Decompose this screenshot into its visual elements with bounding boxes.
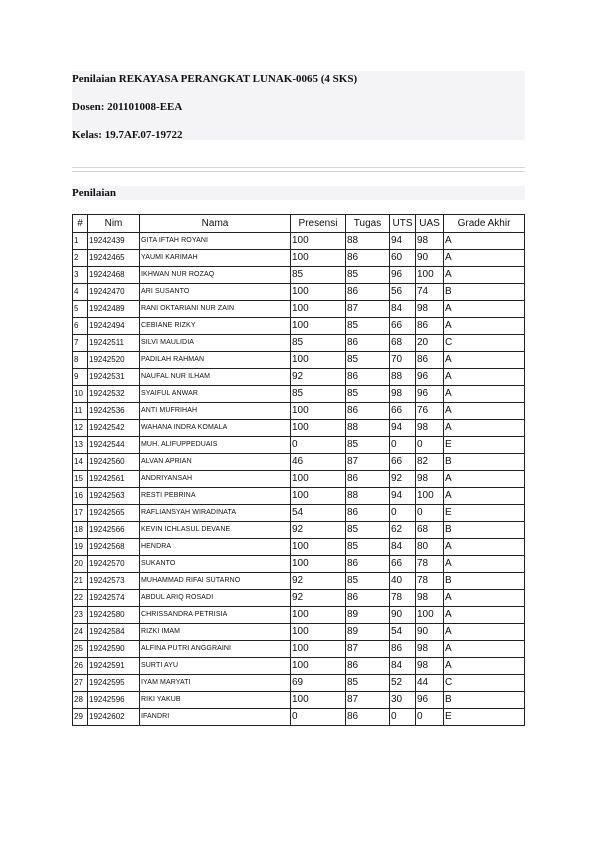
- tugas-cell: 85: [346, 539, 390, 556]
- name-cell: WAHANA INDRA KOMALA: [140, 420, 291, 437]
- uts-cell: 70: [390, 352, 416, 369]
- uts-cell: 94: [390, 488, 416, 505]
- presensi-cell: 100: [291, 488, 346, 505]
- uas-cell: 74: [416, 284, 444, 301]
- divider: [72, 171, 525, 172]
- tugas-cell: 87: [346, 301, 390, 318]
- uas-cell: 76: [416, 403, 444, 420]
- presensi-cell: 100: [291, 284, 346, 301]
- uts-cell: 86: [390, 641, 416, 658]
- uas-cell: 82: [416, 454, 444, 471]
- table-row: [73, 386, 525, 403]
- grade-cell: A: [444, 471, 525, 488]
- nim-cell: 19242544: [88, 437, 140, 454]
- table-row: [73, 403, 525, 420]
- name-cell: GITA IFTAH ROYANI: [140, 233, 291, 250]
- name-cell: ANDRIYANSAH: [140, 471, 291, 488]
- row-index: 11: [73, 403, 88, 420]
- grade-cell: A: [444, 318, 525, 335]
- uts-cell: 66: [390, 556, 416, 573]
- presensi-cell: 85: [291, 267, 346, 284]
- row-index: 13: [73, 437, 88, 454]
- uas-cell: 86: [416, 318, 444, 335]
- name-cell: YAUMI KARIMAH: [140, 250, 291, 267]
- grade-cell: A: [444, 267, 525, 284]
- table-row: [73, 641, 525, 658]
- row-index: 27: [73, 675, 88, 692]
- nim-cell: 19242560: [88, 454, 140, 471]
- uas-cell: 78: [416, 573, 444, 590]
- nim-cell: 19242580: [88, 607, 140, 624]
- section-title: Penilaian: [72, 187, 117, 199]
- name-cell: SURTI AYU: [140, 658, 291, 675]
- row-index: 7: [73, 335, 88, 352]
- grade-cell: E: [444, 437, 525, 454]
- uas-cell: 0: [416, 505, 444, 522]
- presensi-cell: 100: [291, 624, 346, 641]
- nim-cell: 19242468: [88, 267, 140, 284]
- presensi-cell: 85: [291, 386, 346, 403]
- name-cell: RIKI YAKUB: [140, 692, 291, 709]
- uts-cell: 92: [390, 471, 416, 488]
- table-row: [73, 284, 525, 301]
- name-cell: ALFINA PUTRI ANGGRAINI: [140, 641, 291, 658]
- name-cell: HENDRA: [140, 539, 291, 556]
- tugas-cell: 85: [346, 437, 390, 454]
- grade-cell: B: [444, 692, 525, 709]
- nim-cell: 19242590: [88, 641, 140, 658]
- uas-cell: 90: [416, 250, 444, 267]
- nim-cell: 19242531: [88, 369, 140, 386]
- uts-cell: 90: [390, 607, 416, 624]
- name-cell: IYAM MARYATI: [140, 675, 291, 692]
- uts-cell: 84: [390, 658, 416, 675]
- presensi-cell: 100: [291, 301, 346, 318]
- column-header-nama: Nama: [140, 215, 291, 233]
- uas-cell: 96: [416, 386, 444, 403]
- tugas-cell: 85: [346, 318, 390, 335]
- row-index: 20: [73, 556, 88, 573]
- nim-cell: 19242489: [88, 301, 140, 318]
- table-row: [73, 318, 525, 335]
- tugas-cell: 86: [346, 590, 390, 607]
- tugas-cell: 86: [346, 403, 390, 420]
- row-index: 9: [73, 369, 88, 386]
- grade-cell: A: [444, 386, 525, 403]
- tugas-cell: 86: [346, 335, 390, 352]
- name-cell: SYAIFUL ANWAR: [140, 386, 291, 403]
- tugas-cell: 86: [346, 284, 390, 301]
- name-cell: RESTI PEBRINA: [140, 488, 291, 505]
- uas-cell: 98: [416, 301, 444, 318]
- row-index: 10: [73, 386, 88, 403]
- table-row: [73, 658, 525, 675]
- uas-cell: 68: [416, 522, 444, 539]
- nim-cell: 19242584: [88, 624, 140, 641]
- name-cell: IKHWAN NUR ROZAQ: [140, 267, 291, 284]
- uas-cell: 96: [416, 369, 444, 386]
- nim-cell: 19242570: [88, 556, 140, 573]
- presensi-cell: 100: [291, 250, 346, 267]
- grade-cell: A: [444, 488, 525, 505]
- grade-cell: A: [444, 590, 525, 607]
- uts-cell: 98: [390, 386, 416, 403]
- grade-cell: B: [444, 573, 525, 590]
- tugas-cell: 88: [346, 420, 390, 437]
- table-row: [73, 522, 525, 539]
- tugas-cell: 88: [346, 488, 390, 505]
- row-index: 15: [73, 471, 88, 488]
- row-index: 17: [73, 505, 88, 522]
- lecturer-label: Dosen: 201101008-EEA: [72, 101, 183, 113]
- column-header-nim: Nim: [88, 215, 140, 233]
- uas-cell: 20: [416, 335, 444, 352]
- uas-cell: 96: [416, 692, 444, 709]
- tugas-cell: 89: [346, 624, 390, 641]
- uas-cell: 98: [416, 233, 444, 250]
- row-index: 1: [73, 233, 88, 250]
- table-row: [73, 454, 525, 471]
- nim-cell: 19242595: [88, 675, 140, 692]
- uas-cell: 78: [416, 556, 444, 573]
- name-cell: CHRISSANDRA PETRISIA: [140, 607, 291, 624]
- grade-cell: A: [444, 233, 525, 250]
- row-index: 3: [73, 267, 88, 284]
- table-row: [73, 471, 525, 488]
- row-index: 6: [73, 318, 88, 335]
- tugas-cell: 86: [346, 658, 390, 675]
- uts-cell: 40: [390, 573, 416, 590]
- name-cell: KEVIN ICHLASUL DEVANE: [140, 522, 291, 539]
- presensi-cell: 100: [291, 658, 346, 675]
- name-cell: RAFLIANSYAH WIRADINATA: [140, 505, 291, 522]
- nim-cell: 19242465: [88, 250, 140, 267]
- nim-cell: 19242532: [88, 386, 140, 403]
- name-cell: IFANDRI: [140, 709, 291, 726]
- row-index: 8: [73, 352, 88, 369]
- table-row: [73, 250, 525, 267]
- row-index: 14: [73, 454, 88, 471]
- tugas-cell: 89: [346, 607, 390, 624]
- table-row: [73, 692, 525, 709]
- presensi-cell: 100: [291, 641, 346, 658]
- table-row: [73, 420, 525, 437]
- grade-cell: E: [444, 709, 525, 726]
- tugas-cell: 87: [346, 641, 390, 658]
- column-header-uas: UAS: [416, 215, 444, 233]
- nim-cell: 19242563: [88, 488, 140, 505]
- nim-cell: 19242561: [88, 471, 140, 488]
- nim-cell: 19242542: [88, 420, 140, 437]
- uts-cell: 68: [390, 335, 416, 352]
- row-index: 28: [73, 692, 88, 709]
- name-cell: ABDUL ARIQ ROSADI: [140, 590, 291, 607]
- table-header-row: [73, 215, 525, 233]
- uts-cell: 96: [390, 267, 416, 284]
- name-cell: RANI OKTARIANI NUR ZAIN: [140, 301, 291, 318]
- grade-cell: E: [444, 505, 525, 522]
- uas-cell: 80: [416, 539, 444, 556]
- grades-table-body: [73, 233, 525, 726]
- tugas-cell: 85: [346, 267, 390, 284]
- presensi-cell: 100: [291, 318, 346, 335]
- grade-cell: B: [444, 522, 525, 539]
- nim-cell: 19242574: [88, 590, 140, 607]
- uts-cell: 94: [390, 233, 416, 250]
- name-cell: ARI SUSANTO: [140, 284, 291, 301]
- table-row: [73, 437, 525, 454]
- grade-cell: A: [444, 369, 525, 386]
- column-header-uts: UTS: [390, 215, 416, 233]
- row-index: 16: [73, 488, 88, 505]
- nim-cell: 19242591: [88, 658, 140, 675]
- presensi-cell: 46: [291, 454, 346, 471]
- grade-cell: B: [444, 284, 525, 301]
- grade-cell: A: [444, 301, 525, 318]
- presensi-cell: 100: [291, 420, 346, 437]
- presensi-cell: 69: [291, 675, 346, 692]
- nim-cell: 19242470: [88, 284, 140, 301]
- row-index: 19: [73, 539, 88, 556]
- row-index: 18: [73, 522, 88, 539]
- table-row: [73, 590, 525, 607]
- presensi-cell: 85: [291, 335, 346, 352]
- nim-cell: 19242520: [88, 352, 140, 369]
- tugas-cell: 87: [346, 454, 390, 471]
- name-cell: ALVAN APRIAN: [140, 454, 291, 471]
- name-cell: ANTI MUFRIHAH: [140, 403, 291, 420]
- column-header-tugas: Tugas: [346, 215, 390, 233]
- presensi-cell: 100: [291, 352, 346, 369]
- tugas-cell: 88: [346, 233, 390, 250]
- table-row: [73, 369, 525, 386]
- tugas-cell: 86: [346, 250, 390, 267]
- nim-cell: 19242573: [88, 573, 140, 590]
- grade-cell: A: [444, 403, 525, 420]
- section-header-panel: [72, 186, 525, 200]
- row-index: 25: [73, 641, 88, 658]
- presensi-cell: 100: [291, 471, 346, 488]
- presensi-cell: 100: [291, 607, 346, 624]
- table-row: [73, 675, 525, 692]
- nim-cell: 19242596: [88, 692, 140, 709]
- uts-cell: 0: [390, 505, 416, 522]
- presensi-cell: 92: [291, 590, 346, 607]
- uts-cell: 84: [390, 539, 416, 556]
- table-row: [73, 335, 525, 352]
- table-row: [73, 233, 525, 250]
- table-row: [73, 505, 525, 522]
- table-row: [73, 539, 525, 556]
- uts-cell: 62: [390, 522, 416, 539]
- table-row: [73, 556, 525, 573]
- row-index: 2: [73, 250, 88, 267]
- grade-cell: A: [444, 352, 525, 369]
- uts-cell: 66: [390, 454, 416, 471]
- uas-cell: 98: [416, 471, 444, 488]
- grade-cell: A: [444, 250, 525, 267]
- grade-cell: A: [444, 539, 525, 556]
- table-row: [73, 573, 525, 590]
- grades-table: [72, 214, 525, 726]
- grade-cell: B: [444, 454, 525, 471]
- uts-cell: 88: [390, 369, 416, 386]
- tugas-cell: 85: [346, 522, 390, 539]
- row-index: 4: [73, 284, 88, 301]
- row-index: 26: [73, 658, 88, 675]
- row-index: 22: [73, 590, 88, 607]
- presensi-cell: 92: [291, 522, 346, 539]
- column-header-presensi: Presensi: [291, 215, 346, 233]
- nim-cell: 19242602: [88, 709, 140, 726]
- uts-cell: 60: [390, 250, 416, 267]
- presensi-cell: 92: [291, 369, 346, 386]
- uas-cell: 98: [416, 641, 444, 658]
- tugas-cell: 85: [346, 675, 390, 692]
- divider: [72, 167, 525, 168]
- name-cell: CEBIANE RIZKY: [140, 318, 291, 335]
- uas-cell: 98: [416, 420, 444, 437]
- uts-cell: 0: [390, 709, 416, 726]
- row-index: 12: [73, 420, 88, 437]
- table-row: [73, 488, 525, 505]
- row-index: 21: [73, 573, 88, 590]
- tugas-cell: 86: [346, 369, 390, 386]
- presensi-cell: 100: [291, 403, 346, 420]
- table-row: [73, 301, 525, 318]
- tugas-cell: 85: [346, 352, 390, 369]
- name-cell: SILVI MAULIDIA: [140, 335, 291, 352]
- uts-cell: 0: [390, 437, 416, 454]
- nim-cell: 19242494: [88, 318, 140, 335]
- tugas-cell: 87: [346, 692, 390, 709]
- table-row: [73, 709, 525, 726]
- column-header-index: #: [73, 215, 88, 233]
- name-cell: PADILAH RAHMAN: [140, 352, 291, 369]
- presensi-cell: 100: [291, 556, 346, 573]
- presensi-cell: 92: [291, 573, 346, 590]
- table-row: [73, 607, 525, 624]
- uas-cell: 98: [416, 590, 444, 607]
- uts-cell: 78: [390, 590, 416, 607]
- uas-cell: 100: [416, 607, 444, 624]
- tugas-cell: 86: [346, 505, 390, 522]
- presensi-cell: 100: [291, 233, 346, 250]
- tugas-cell: 86: [346, 556, 390, 573]
- uas-cell: 100: [416, 488, 444, 505]
- table-row: [73, 352, 525, 369]
- uas-cell: 0: [416, 437, 444, 454]
- uts-cell: 52: [390, 675, 416, 692]
- name-cell: MUHAMMAD RIFAI SUTARNO: [140, 573, 291, 590]
- nim-cell: 19242568: [88, 539, 140, 556]
- name-cell: NAUFAL NUR ILHAM: [140, 369, 291, 386]
- row-index: 24: [73, 624, 88, 641]
- grade-cell: C: [444, 335, 525, 352]
- grade-cell: A: [444, 658, 525, 675]
- grade-cell: A: [444, 607, 525, 624]
- grade-cell: A: [444, 641, 525, 658]
- name-cell: SUKANTO: [140, 556, 291, 573]
- row-index: 23: [73, 607, 88, 624]
- tugas-cell: 85: [346, 386, 390, 403]
- class-label: Kelas: 19.7AF.07-19722: [72, 129, 183, 141]
- uas-cell: 44: [416, 675, 444, 692]
- name-cell: RIZKI IMAM: [140, 624, 291, 641]
- presensi-cell: 54: [291, 505, 346, 522]
- uas-cell: 0: [416, 709, 444, 726]
- tugas-cell: 86: [346, 709, 390, 726]
- uts-cell: 66: [390, 403, 416, 420]
- uts-cell: 66: [390, 318, 416, 335]
- column-header-grade: Grade Akhir: [444, 215, 525, 233]
- tugas-cell: 85: [346, 573, 390, 590]
- table-row: [73, 267, 525, 284]
- nim-cell: 19242565: [88, 505, 140, 522]
- row-index: 29: [73, 709, 88, 726]
- uts-cell: 56: [390, 284, 416, 301]
- nim-cell: 19242511: [88, 335, 140, 352]
- presensi-cell: 100: [291, 692, 346, 709]
- uts-cell: 94: [390, 420, 416, 437]
- presensi-cell: 100: [291, 539, 346, 556]
- grade-cell: A: [444, 420, 525, 437]
- uas-cell: 98: [416, 658, 444, 675]
- uas-cell: 86: [416, 352, 444, 369]
- tugas-cell: 86: [346, 471, 390, 488]
- nim-cell: 19242536: [88, 403, 140, 420]
- table-row: [73, 624, 525, 641]
- grade-cell: A: [444, 556, 525, 573]
- uts-cell: 30: [390, 692, 416, 709]
- name-cell: MUH. ALIFUPPEDUAIS: [140, 437, 291, 454]
- grade-cell: C: [444, 675, 525, 692]
- course-title: Penilaian REKAYASA PERANGKAT LUNAK-0065 (4 SKS): [72, 73, 358, 85]
- grade-cell: A: [444, 624, 525, 641]
- uts-cell: 54: [390, 624, 416, 641]
- row-index: 5: [73, 301, 88, 318]
- presensi-cell: 0: [291, 709, 346, 726]
- uts-cell: 84: [390, 301, 416, 318]
- presensi-cell: 0: [291, 437, 346, 454]
- uas-cell: 90: [416, 624, 444, 641]
- nim-cell: 19242566: [88, 522, 140, 539]
- uas-cell: 100: [416, 267, 444, 284]
- nim-cell: 19242439: [88, 233, 140, 250]
